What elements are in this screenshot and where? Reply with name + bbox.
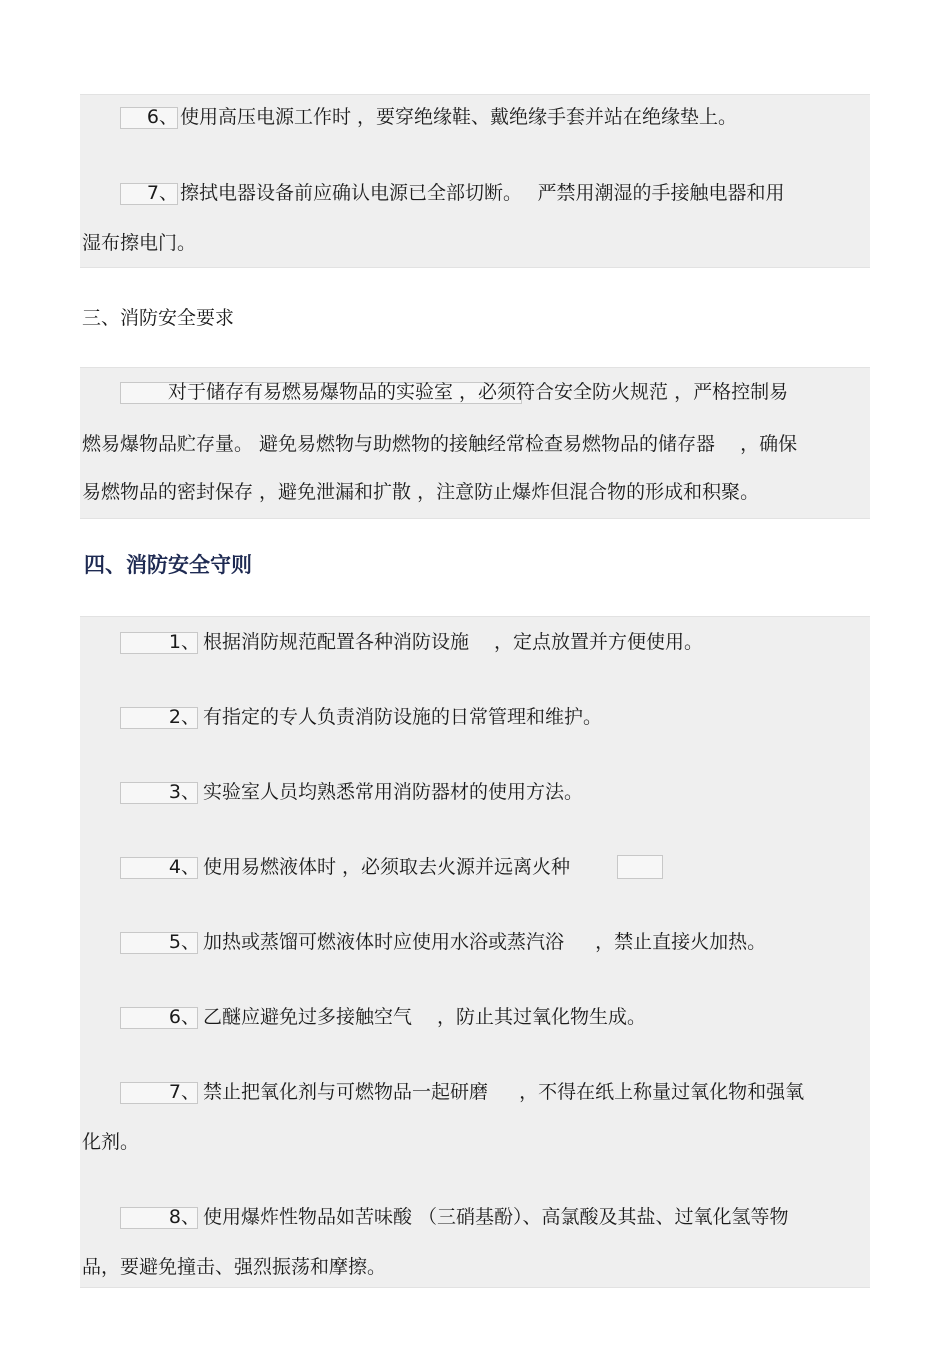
fire-safety-requirements-block xyxy=(80,367,870,519)
item-text: 禁止把氧化剂与可燃物品一起研磨 ，不得在纸上称量过氧化物和强氧 xyxy=(203,1081,805,1103)
item-number: 7、 xyxy=(146,182,178,204)
item-number: 6、 xyxy=(146,106,178,128)
paragraph-line: 易燃物品的密封保存 ，避免泄漏和扩散 ，注意防止爆炸但混合物的形成和积聚。 xyxy=(82,481,760,503)
item-text: 使用爆炸性物品如苦味酸 （三硝基酚）、高氯酸及其盐、过氧化氢等物 xyxy=(203,1206,789,1228)
paragraph-line: 对于储存有易燃易爆物品的实验室 ，必须符合安全防火规范 ，严格控制易 xyxy=(168,381,789,403)
item-number: 5、 xyxy=(168,931,200,953)
item-number: 3、 xyxy=(168,781,200,803)
item-number: 7、 xyxy=(168,1081,200,1103)
electrical-rules-block xyxy=(80,94,870,268)
item-text: 使用高压电源工作时 ，要穿绝缘鞋、戴绝缘手套并站在绝缘垫上。 xyxy=(180,106,738,128)
item-text: 根据消防规范配置各种消防设施 ，定点放置并方便使用。 xyxy=(203,631,704,653)
item-text: 实验室人员均熟悉常用消防器材的使用方法。 xyxy=(203,781,584,803)
item-number: 2、 xyxy=(168,706,200,728)
item-text: 乙醚应避免过多接触空气 ，防止其过氧化物生成。 xyxy=(203,1006,647,1028)
item-number: 8、 xyxy=(168,1206,200,1228)
item-text: 使用易燃液体时 ，必须取去火源并远离火种 xyxy=(203,856,571,878)
item-number: 1、 xyxy=(168,631,200,653)
section-heading: 四、消防安全守则 xyxy=(84,552,252,577)
item-text: 擦拭电器设备前应确认电源已全部切断。 严禁用潮湿的手接触电器和用 xyxy=(180,182,785,204)
item-number: 6、 xyxy=(168,1006,200,1028)
fire-safety-rules-block xyxy=(80,616,870,1288)
item-text-continued: 化剂。 xyxy=(82,1131,140,1153)
item-number: 4、 xyxy=(168,856,200,878)
item-text: 加热或蒸馏可燃液体时应使用水浴或蒸汽浴 ，禁止直接火加热。 xyxy=(203,931,767,953)
paragraph-line: 燃易爆物品贮存量。 避免易燃物与助燃物的接触经常检查易燃物品的储存器 ，确保 xyxy=(82,433,798,455)
trailing-box xyxy=(617,855,663,879)
item-text-continued: 品，要避免撞击、强烈振荡和摩擦。 xyxy=(82,1256,387,1278)
item-text: 有指定的专人负责消防设施的日常管理和维护。 xyxy=(203,706,603,728)
item-text-continued: 湿布擦电门。 xyxy=(82,232,197,254)
section-heading: 三、消防安全要求 xyxy=(82,307,235,329)
